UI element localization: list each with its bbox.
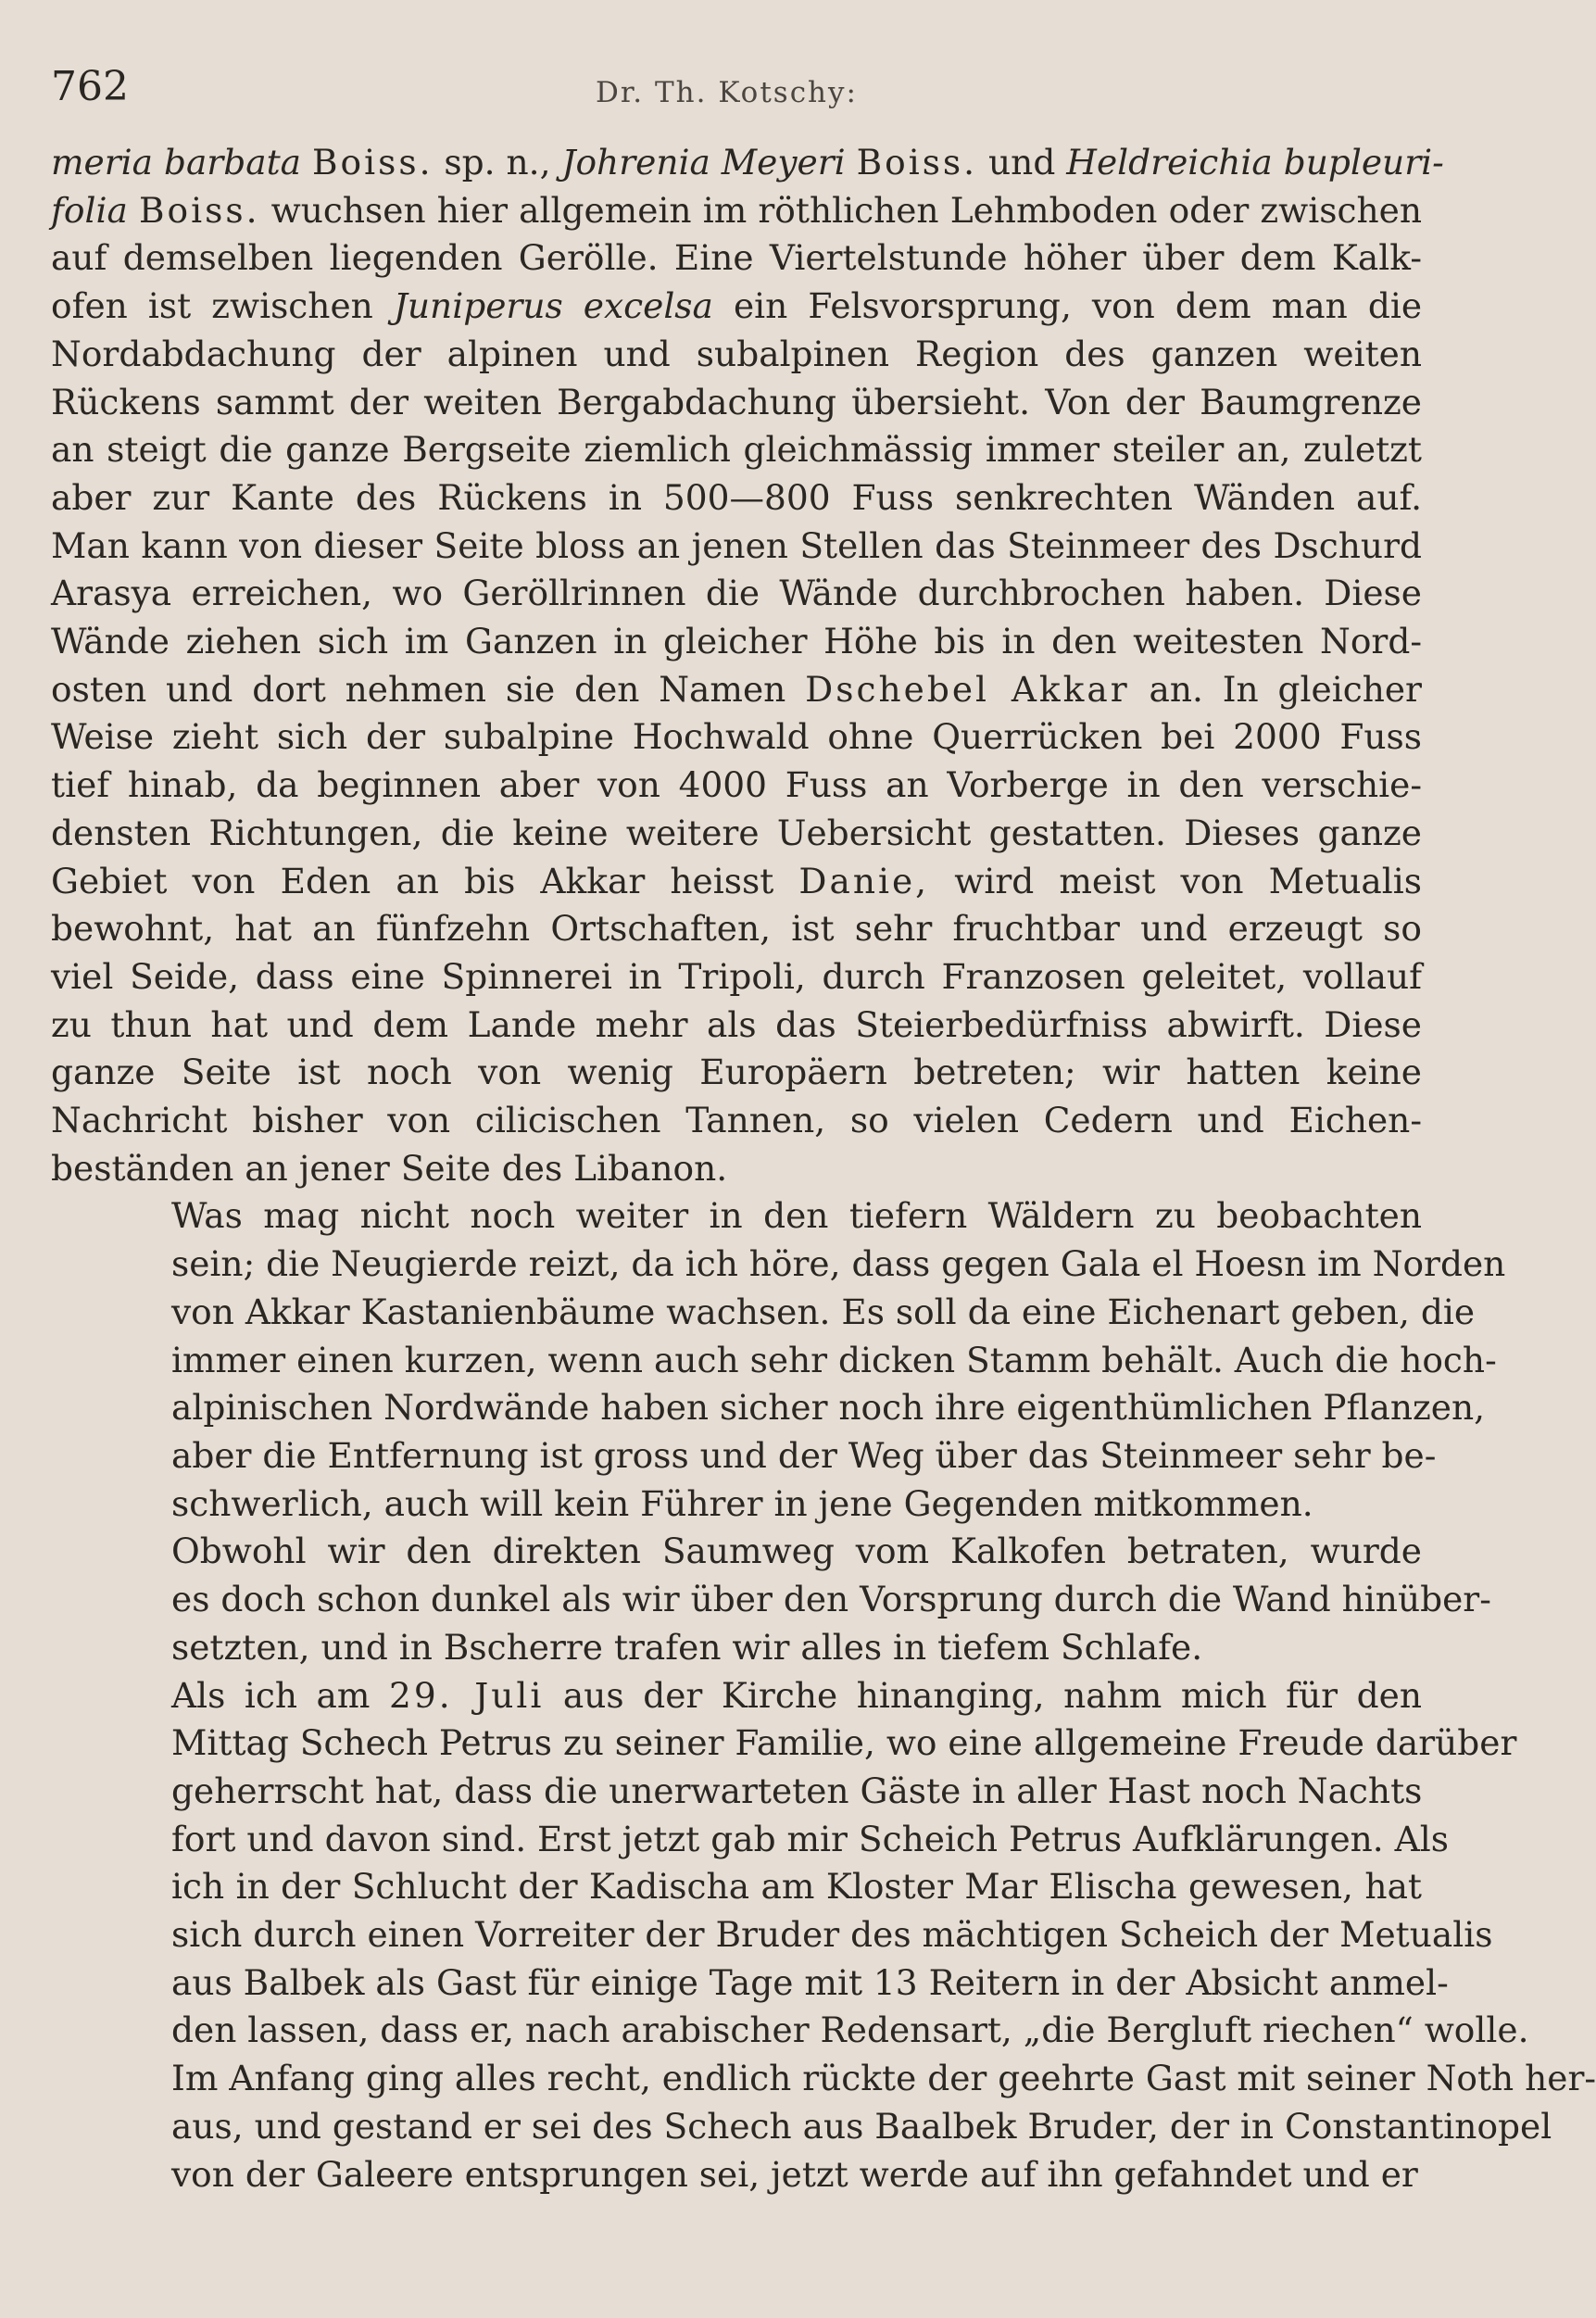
text-run: Als ich am	[171, 1674, 390, 1716]
text-run: zu thun hat und dem Lande mehr als das Steierbedürfniss abwirft. Diese	[51, 1003, 1422, 1045]
page-number: 762	[51, 63, 129, 110]
text-line	[51, 139, 1444, 187]
text-line	[51, 762, 1422, 810]
text-line	[51, 426, 1422, 474]
spaced-text: Boiss.	[311, 142, 434, 183]
text-line	[51, 1241, 1506, 1289]
spaced-text: Boiss.	[856, 142, 978, 183]
text-line	[51, 1337, 1497, 1385]
text-line	[51, 618, 1422, 666]
paragraph	[51, 1672, 1596, 2199]
text-line	[51, 523, 1422, 571]
text-run: tief hinab, da beginnen aber von 4000 Fuss an Vorberge in den verschie-	[51, 764, 1422, 806]
page-header	[51, 56, 1402, 130]
text-run	[128, 190, 139, 231]
text-run: von der Galeere entsprungen sei, jetzt werde auf ihn gefahndet und er	[171, 2153, 1418, 2195]
text-run: Gebiet von Eden an bis Akkar heisst	[51, 860, 799, 901]
text-line	[51, 1192, 1422, 1241]
text-run: immer einen kurzen, wenn auch sehr dicken Stamm behält. Auch die hoch-	[171, 1339, 1497, 1380]
text-run: sein; die Neugierde reizt, da ich höre, dass gegen Gala el Hoesn im Norden	[171, 1243, 1506, 1285]
text-line	[51, 283, 1422, 331]
text-run: alpinischen Nordwände haben sicher noch ihre eigenthümlichen Pflanzen,	[171, 1387, 1486, 1429]
text-run: aus, und gestand er sei des Schech aus Baalbek Bruder, der in Constantinopel	[171, 2105, 1552, 2147]
text-line	[51, 1289, 1476, 1337]
text-line	[51, 2151, 1422, 2199]
body-text	[51, 139, 1596, 2198]
text-run: Man kann von dieser Seite bloss an jenen Stellen das Steinmeer des Dschurd	[51, 524, 1422, 566]
text-run: es doch schon dunkel als wir über den Vorsprung durch die Wand hinüber-	[171, 1579, 1491, 1620]
text-line	[51, 1576, 1491, 1624]
text-run: ein Felsvorsprung, von dem man die	[712, 285, 1423, 327]
text-run: Nachricht bisher von cilicischen Tannen, so vielen Cedern und Eichen-	[51, 1100, 1422, 1141]
text-run: densten Richtungen, die keine weitere Uebersicht gestatten. Dieses ganze	[51, 812, 1422, 853]
text-line	[51, 1097, 1422, 1145]
text-run: aus der Kirche hinanging, nahm mich für den	[544, 1674, 1422, 1716]
text-run: beständen an jener Seite des Libanon.	[51, 1147, 728, 1189]
spaced-text: Danie,	[798, 860, 930, 901]
text-run: osten und dort nehmen sie den Namen	[51, 668, 806, 710]
paragraph	[51, 1528, 1491, 1671]
text-line	[51, 570, 1422, 618]
text-run: ofen ist zwischen	[51, 285, 394, 327]
text-run: an steigt die ganze Bergseite ziemlich gleichmässig immer steiler an, zuletzt	[51, 429, 1422, 471]
italic-taxon: meria barbata	[51, 142, 302, 183]
italic-taxon: Juniperus excelsa	[393, 285, 713, 327]
text-line	[51, 1863, 1422, 1911]
text-line	[51, 331, 1422, 379]
text-run: setzten, und in Bscherre trafen wir alles in tiefem Schlafe.	[171, 1626, 1203, 1668]
text-line	[51, 810, 1422, 858]
text-line	[51, 1384, 1486, 1432]
italic-taxon: folia	[51, 189, 128, 231]
text-line	[51, 1528, 1422, 1576]
paragraph	[51, 139, 1444, 1192]
text-run: wuchsen hier allgemein im röthlichen Lehmboden oder zwischen	[259, 189, 1422, 231]
text-run: schwerlich, auch will kein Führer in jene Gegenden mitkommen.	[171, 1482, 1313, 1524]
text-line	[51, 379, 1422, 427]
text-line	[51, 234, 1422, 283]
italic-taxon: Johrenia Meyeri	[561, 142, 846, 183]
text-line	[51, 1672, 1422, 1720]
italic-taxon: Heldreichia bupleuri-	[1066, 142, 1444, 183]
text-run: geherrscht hat, dass die unerwarteten Gäste in aller Hast noch Nachts	[171, 1770, 1423, 1811]
text-run: aber die Entfernung ist gross und der Weg über das Steinmeer sehr be-	[171, 1434, 1437, 1476]
text-run: Im Anfang ging alles recht, endlich rückte der geehrte Gast mit seiner Noth her-	[171, 2058, 1596, 2099]
text-line	[51, 905, 1422, 953]
text-line	[51, 666, 1422, 714]
text-line	[51, 1145, 1422, 1193]
text-run: von Akkar Kastanienbäume wachsen. Es soll da eine Eichenart geben, die	[171, 1291, 1476, 1332]
text-run: sich durch einen Vorreiter der Bruder des mächtigen Scheich der Metualis	[171, 1914, 1493, 1956]
text-line	[51, 2055, 1596, 2103]
text-run: wird meist von Metualis	[929, 860, 1422, 901]
text-run: ich in der Schlucht der Kadischa am Kloster Mar Elischa gewesen, hat	[171, 1866, 1422, 1908]
text-run: viel Seide, dass eine Spinnerei in Tripoli, durch Franzosen geleitet, vollauf	[51, 955, 1422, 997]
text-line	[51, 2007, 1529, 2055]
text-line	[51, 1480, 1422, 1529]
spaced-text: Boiss.	[138, 189, 260, 231]
running-title: Dr. Th. Kotschy:	[596, 76, 858, 109]
text-run: Rückens sammt der weiten Bergabdachung übersieht. Von der Baumgrenze	[51, 381, 1422, 422]
text-run: Was mag nicht noch weiter in den tiefern Wäldern zu beobachten	[171, 1195, 1422, 1237]
text-line	[51, 1816, 1449, 1864]
spaced-text: 29. Juli	[389, 1674, 545, 1716]
paragraph	[51, 1192, 1506, 1528]
text-line	[51, 474, 1422, 523]
text-run: fort und davon sind. Erst jetzt gab mir Scheich Petrus Aufklärungen. Als	[171, 1818, 1449, 1859]
spaced-text: Dschebel Akkar	[805, 668, 1130, 710]
text-run: aus Balbek als Gast für einige Tage mit 13 Reitern in der Absicht anmel-	[171, 1961, 1449, 2003]
text-run: den lassen, dass er, nach arabischer Redensart, „die Bergluft riechen“ wolle.	[171, 2009, 1529, 2051]
text-run	[846, 142, 857, 183]
text-line	[51, 713, 1422, 762]
text-line	[51, 2103, 1552, 2151]
text-run: und	[977, 142, 1067, 183]
text-line	[51, 1049, 1422, 1097]
text-line	[51, 1624, 1422, 1672]
text-line	[51, 1720, 1517, 1768]
text-run: Obwohl wir den direkten Saumweg vom Kalkofen betraten, wurde	[171, 1531, 1422, 1572]
text-line	[51, 1002, 1422, 1050]
text-run: an. In gleicher	[1129, 668, 1422, 710]
text-run: Weise zieht sich der subalpine Hochwald ohne Querrücken bei 2000 Fuss	[51, 716, 1422, 758]
text-line	[51, 1768, 1422, 1816]
text-line	[51, 1959, 1449, 2008]
text-line	[51, 1432, 1437, 1480]
text-run: bewohnt, hat an fünfzehn Ortschaften, ist sehr fruchtbar und erzeugt so	[51, 908, 1422, 950]
text-run: Nordabdachung der alpinen und subalpinen Region des ganzen weiten	[51, 333, 1422, 374]
text-run: Wände ziehen sich im Ganzen in gleicher Höhe bis in den weitesten Nord-	[51, 621, 1422, 662]
text-run: Arasya erreichen, wo Geröllrinnen die Wände durchbrochen haben. Diese	[51, 573, 1422, 614]
text-run: aber zur Kante des Rückens in 500—800 Fuss senkrechten Wänden auf.	[51, 476, 1422, 518]
text-run: Mittag Schech Petrus zu seiner Familie, wo eine allgemeine Freude darüber	[171, 1722, 1517, 1764]
text-run: auf demselben liegenden Gerölle. Eine Viertelstunde höher über dem Kalk-	[51, 237, 1422, 279]
text-run: sp. n.,	[433, 142, 562, 183]
text-line	[51, 1911, 1493, 1959]
text-run: ganze Seite ist noch von wenig Europäern betreten; wir hatten keine	[51, 1052, 1422, 1093]
text-line	[51, 858, 1422, 906]
text-line	[51, 953, 1422, 1002]
text-line	[51, 187, 1422, 235]
text-run	[301, 142, 312, 183]
